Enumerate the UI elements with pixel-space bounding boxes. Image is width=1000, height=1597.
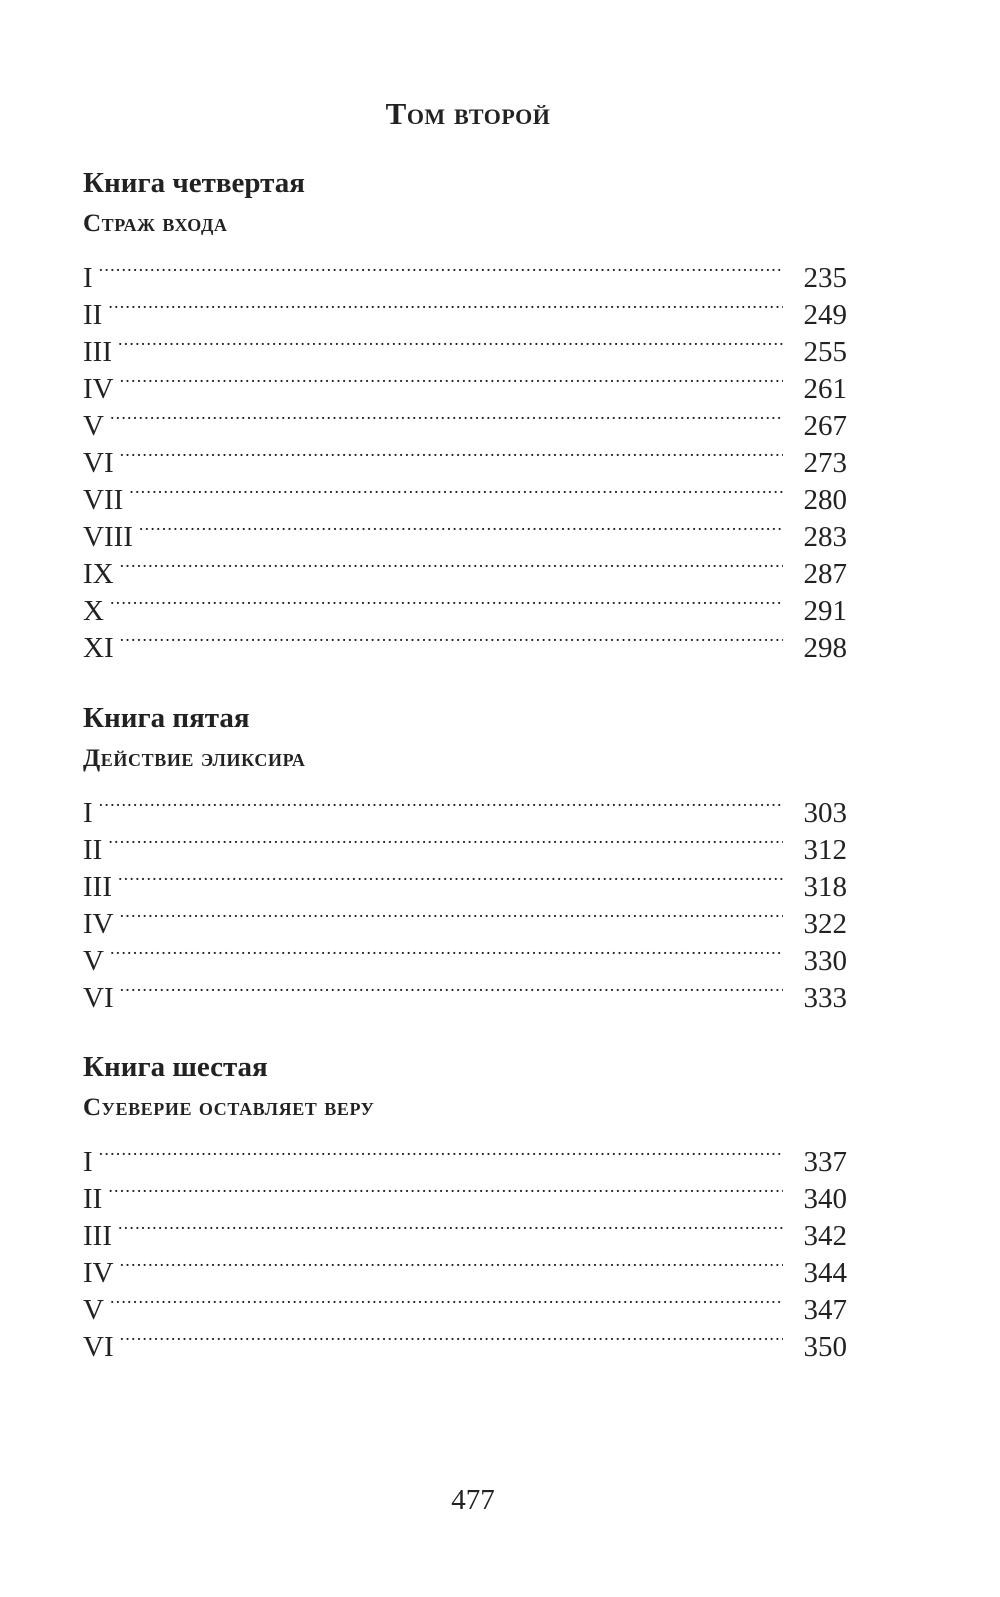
- dot-leader: [110, 1282, 783, 1319]
- toc-entry[interactable]: [83, 361, 847, 405]
- book-section-four: [83, 162, 847, 664]
- chapter-numeral: I: [83, 1146, 93, 1178]
- chapter-numeral: IV: [83, 373, 114, 405]
- chapter-numeral: II: [83, 834, 103, 866]
- page-reference: 312: [803, 834, 847, 866]
- dot-leader: [108, 287, 783, 324]
- toc-entry[interactable]: [83, 509, 847, 553]
- book-title: Книга пятая: [83, 702, 250, 734]
- book-section-five: [83, 697, 847, 1014]
- volume-title: Том второй: [385, 96, 551, 131]
- dot-leader: [110, 933, 783, 970]
- page-reference: 322: [803, 908, 847, 940]
- toc-entry[interactable]: [83, 472, 847, 516]
- page-reference: 347: [803, 1294, 847, 1326]
- dot-leader: [99, 1134, 783, 1171]
- page-reference: 333: [803, 982, 847, 1014]
- toc-entry[interactable]: [83, 822, 847, 866]
- page-reference: 298: [803, 632, 847, 664]
- toc-entry[interactable]: [83, 287, 847, 331]
- chapter-numeral: V: [83, 1294, 104, 1326]
- dot-leader: [118, 324, 783, 361]
- dot-leader: [99, 250, 783, 287]
- toc-entry[interactable]: [83, 1208, 847, 1252]
- toc-entry[interactable]: [83, 546, 847, 590]
- page-reference: 340: [803, 1183, 847, 1215]
- page-reference: 344: [803, 1257, 847, 1289]
- toc-entry[interactable]: [83, 859, 847, 903]
- dot-leader: [118, 859, 783, 896]
- dot-leader: [108, 822, 783, 859]
- toc-entry[interactable]: [83, 583, 847, 627]
- page-reference: 342: [803, 1220, 847, 1252]
- chapter-numeral: VI: [83, 982, 114, 1014]
- dot-leader: [108, 1171, 783, 1208]
- page-reference: 303: [803, 797, 847, 829]
- chapter-numeral: I: [83, 262, 93, 294]
- toc-entry[interactable]: [83, 896, 847, 940]
- dot-leader: [99, 785, 783, 822]
- book-section-six: [83, 1046, 847, 1363]
- dot-leader: [120, 896, 783, 933]
- dot-leader: [120, 1319, 783, 1356]
- toc-entry[interactable]: [83, 398, 847, 442]
- page-reference: 330: [803, 945, 847, 977]
- dot-leader: [120, 1245, 783, 1282]
- page-reference: 318: [803, 871, 847, 903]
- page-reference: 287: [803, 558, 847, 590]
- toc-entry[interactable]: [83, 1319, 847, 1363]
- book-title: Книга четвертая: [83, 167, 305, 199]
- dot-leader: [110, 583, 783, 620]
- toc-entry[interactable]: [83, 970, 847, 1014]
- toc-entry[interactable]: [83, 435, 847, 479]
- dot-leader: [120, 620, 783, 657]
- chapter-numeral: IV: [83, 1257, 114, 1289]
- page-reference: 249: [803, 299, 847, 331]
- chapter-numeral: VI: [83, 1331, 114, 1363]
- dot-leader: [110, 398, 783, 435]
- dot-leader: [120, 546, 783, 583]
- page-number: 477: [451, 1484, 495, 1516]
- chapter-numeral: V: [83, 945, 104, 977]
- dot-leader: [129, 472, 783, 509]
- chapter-numeral: VII: [83, 484, 124, 516]
- page-reference: 337: [803, 1146, 847, 1178]
- dot-leader: [139, 509, 783, 546]
- chapter-numeral: XI: [83, 632, 114, 664]
- toc-entry[interactable]: [83, 1171, 847, 1215]
- toc-entry[interactable]: [83, 1245, 847, 1289]
- chapter-numeral: VIII: [83, 521, 133, 553]
- chapter-numeral: V: [83, 410, 104, 442]
- chapter-numeral: III: [83, 336, 112, 368]
- page-reference: 235: [803, 262, 847, 294]
- chapter-numeral: IV: [83, 908, 114, 940]
- page-reference: 255: [803, 336, 847, 368]
- chapter-numeral: I: [83, 797, 93, 829]
- dot-leader: [118, 1208, 783, 1245]
- page-reference: 350: [803, 1331, 847, 1363]
- chapter-numeral: II: [83, 299, 103, 331]
- chapter-numeral: III: [83, 871, 112, 903]
- toc-entry[interactable]: [83, 250, 847, 294]
- chapter-numeral: X: [83, 595, 104, 627]
- toc-entry[interactable]: [83, 1134, 847, 1178]
- toc-entry[interactable]: [83, 620, 847, 664]
- book-title: Книга шестая: [83, 1051, 268, 1083]
- page-reference: 261: [803, 373, 847, 405]
- page-reference: 291: [803, 595, 847, 627]
- toc-entry[interactable]: [83, 933, 847, 977]
- page-reference: 280: [803, 484, 847, 516]
- page-reference: 273: [803, 447, 847, 479]
- page-reference: 267: [803, 410, 847, 442]
- book-subtitle: Действие эликсира: [83, 745, 306, 772]
- toc-entry[interactable]: [83, 785, 847, 829]
- chapter-numeral: II: [83, 1183, 103, 1215]
- book-subtitle: Страж входа: [83, 210, 228, 237]
- toc-entry[interactable]: [83, 324, 847, 368]
- toc-entry[interactable]: [83, 1282, 847, 1326]
- chapter-numeral: IX: [83, 558, 114, 590]
- chapter-numeral: III: [83, 1220, 112, 1252]
- book-subtitle: Суеверие оставляет веру: [83, 1094, 375, 1121]
- dot-leader: [120, 435, 783, 472]
- page-reference: 283: [803, 521, 847, 553]
- dot-leader: [120, 970, 783, 1007]
- chapter-numeral: VI: [83, 447, 114, 479]
- dot-leader: [120, 361, 783, 398]
